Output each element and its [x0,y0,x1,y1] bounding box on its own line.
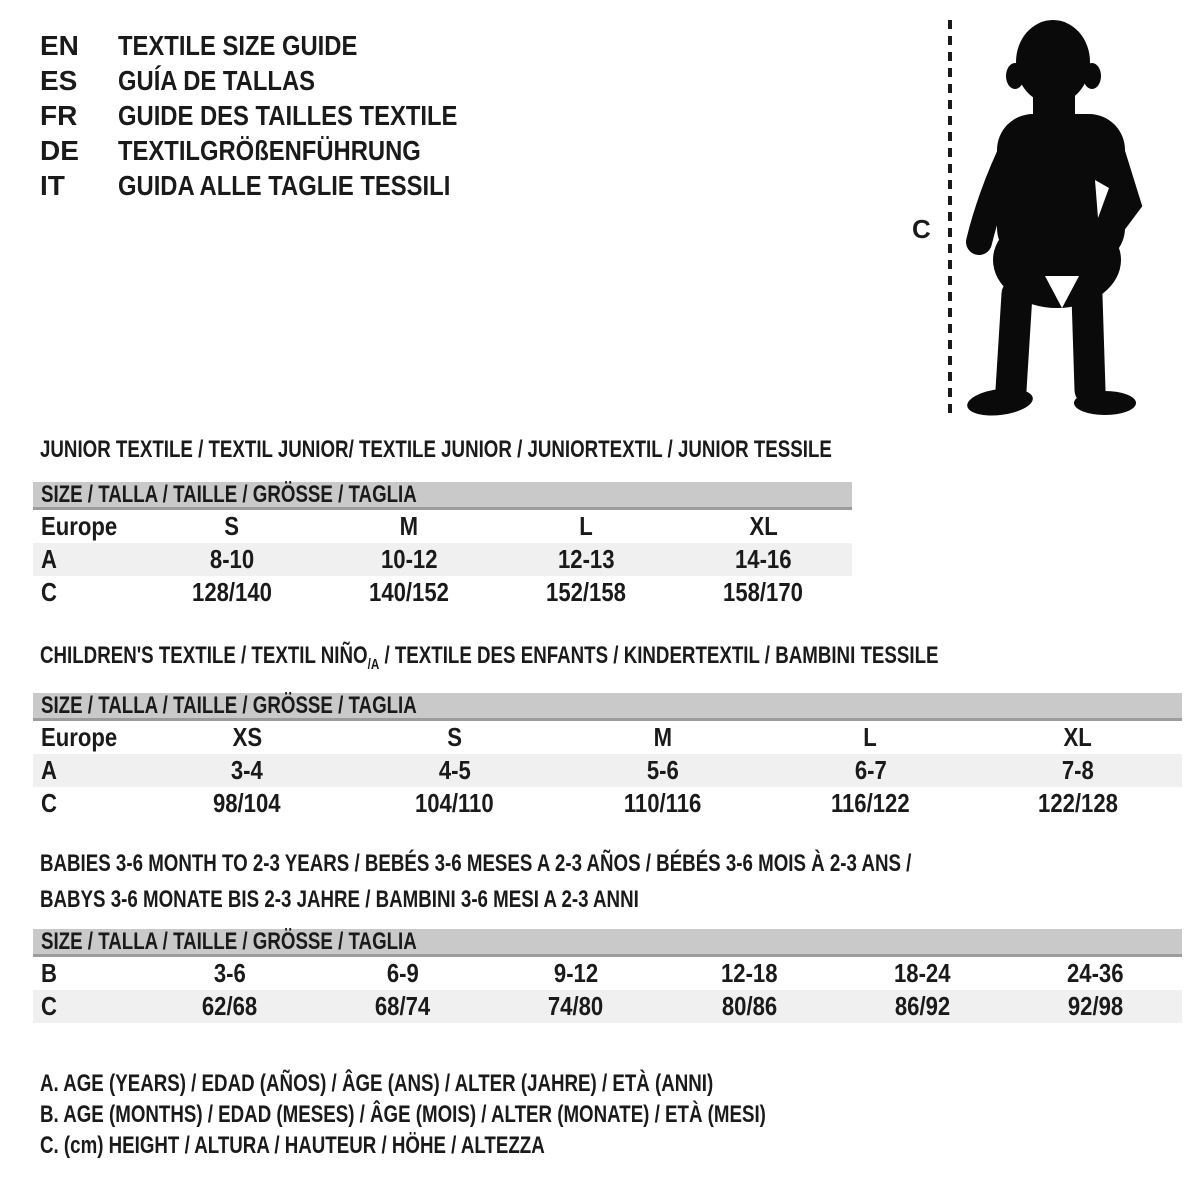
size-cell: XS [232,722,262,752]
junior-size-table [33,482,852,609]
size-cell: S [447,722,463,752]
language-title: TEXTILE SIZE GUIDE [118,29,358,61]
size-cell: M [399,511,419,541]
height-cell: 140/152 [368,577,449,607]
height-cell: 68/74 [375,991,431,1021]
table-row-europe [33,721,1182,754]
height-cell: 128/140 [191,577,272,607]
age-cell: 6-7 [854,755,887,785]
row-label: C [41,788,57,818]
height-cell: 98/104 [213,788,281,818]
row-label: A [41,544,57,574]
legend [40,1068,971,1161]
children-table-header [33,693,1182,721]
size-cell: S [224,511,239,541]
row-label: C [41,991,57,1021]
height-cell: 104/110 [415,788,495,818]
children-size-table [33,693,1182,820]
language-title: TEXTILGRÖßENFÜHRUNG [118,134,421,166]
title-part: / TEXTILE DES ENFANTS / KINDERTEXTIL / BAMBINI TESSILE [379,642,939,669]
age-cell: 5-6 [646,755,679,785]
title-subscript: /A [367,656,380,673]
height-cell: 116/122 [830,788,910,818]
age-cell: 14-16 [735,544,792,574]
size-cell: M [653,722,672,752]
babies-size-table [33,929,1182,1023]
language-code: ES [40,64,78,96]
row-label: A [41,755,57,785]
legend-line-c: C. (cm) HEIGHT / ALTURA / HAUTEUR / HÖHE / ALTEZZA [40,1131,545,1159]
language-row-es [40,63,517,98]
row-label: Europe [41,722,118,752]
height-cell: 80/86 [721,991,777,1021]
height-cell: 92/98 [1067,991,1124,1021]
age-cell: 8-10 [209,544,254,574]
table-row-age-months [33,957,1182,990]
babies-title-line2: BABYS 3-6 MONATE BIS 2-3 JAHRE / BAMBINI 3-6 MESI A 2-3 ANNI [40,886,639,913]
language-title-list [40,28,517,203]
children-section-title [40,642,1192,673]
language-row-it [40,168,517,203]
age-cell: 6-9 [386,958,419,988]
table-row-age-years [33,754,1182,787]
language-title: GUIDA ALLE TAGLIE TESSILI [118,169,451,201]
age-cell: 24-36 [1067,958,1124,988]
size-cell: XL [1063,722,1093,752]
language-row-en [40,28,517,63]
size-cell: L [579,511,593,541]
language-code: DE [40,134,79,166]
toddler-silhouette-icon [935,12,1170,422]
row-label: C [41,577,57,607]
language-title: GUIDE DES TAILLES TEXTILE [118,99,458,131]
age-cell: 12-18 [720,958,778,988]
row-label: B [41,958,57,988]
babies-section-title [40,850,1157,922]
table-row-height-cm [33,990,1182,1023]
size-cell: XL [749,511,778,541]
junior-section-title [40,436,1055,464]
age-cell: 12-13 [557,544,615,574]
language-row-fr [40,98,517,133]
legend-line-b: B. AGE (MONTHS) / EDAD (MESES) / ÂGE (MOIS) / ALTER (MONATE) / ETÀ (MESI) [40,1100,766,1128]
height-cell: 158/170 [723,577,804,607]
age-cell: 9-12 [553,958,599,988]
junior-table-header [33,482,852,510]
language-code: EN [40,29,79,61]
age-cell: 3-6 [213,958,246,988]
age-cell: 7-8 [1062,755,1095,785]
size-header-label: SIZE / TALLA / TAILLE / GRÖSSE / TAGLIA [41,480,417,508]
size-header-label: SIZE / TALLA / TAILLE / GRÖSSE / TAGLIA [41,927,417,955]
babies-table-header [33,929,1182,957]
age-cell: 10-12 [380,544,438,574]
babies-title-line1: BABIES 3-6 MONTH TO 2-3 YEARS / BEBÉS 3-6 MESES A 2-3 AÑOS / BÉBÉS 3-6 MOIS À 2-3 ANS / [40,850,912,877]
table-row-age-years [33,543,852,576]
height-cell: 62/68 [201,991,258,1021]
table-row-europe [33,510,852,543]
age-cell: 3-4 [230,755,263,785]
children-section-title-text [40,642,939,673]
size-header-label: SIZE / TALLA / TAILLE / GRÖSSE / TAGLIA [41,691,417,719]
height-cell: 86/92 [894,991,950,1021]
language-code: IT [40,169,65,201]
table-row-height-cm [33,576,852,609]
legend-line-a: A. AGE (YEARS) / EDAD (AÑOS) / ÂGE (ANS) / ALTER (JAHRE) / ETÀ (ANNI) [40,1069,714,1097]
age-cell: 4-5 [438,755,471,785]
figure-wrap [935,12,1170,422]
height-measure-label: C [912,214,931,244]
title-part: CHILDREN'S TEXTILE / TEXTIL NIÑO [40,642,368,669]
row-label: Europe [41,511,118,541]
height-cell: 122/128 [1038,788,1119,818]
language-title: GUÍA DE TALLAS [118,64,316,96]
language-row-de [40,133,517,168]
height-cell: 152/158 [546,577,627,607]
language-code: FR [40,99,78,131]
junior-section-title-text: JUNIOR TEXTILE / TEXTIL JUNIOR/ TEXTILE JUNIOR / JUNIORTEXTIL / JUNIOR TESSILE [40,436,832,463]
size-cell: L [863,722,878,752]
height-cell: 74/80 [548,991,604,1021]
age-cell: 18-24 [894,958,951,988]
table-row-height-cm [33,787,1182,820]
height-cell: 110/116 [623,788,702,818]
